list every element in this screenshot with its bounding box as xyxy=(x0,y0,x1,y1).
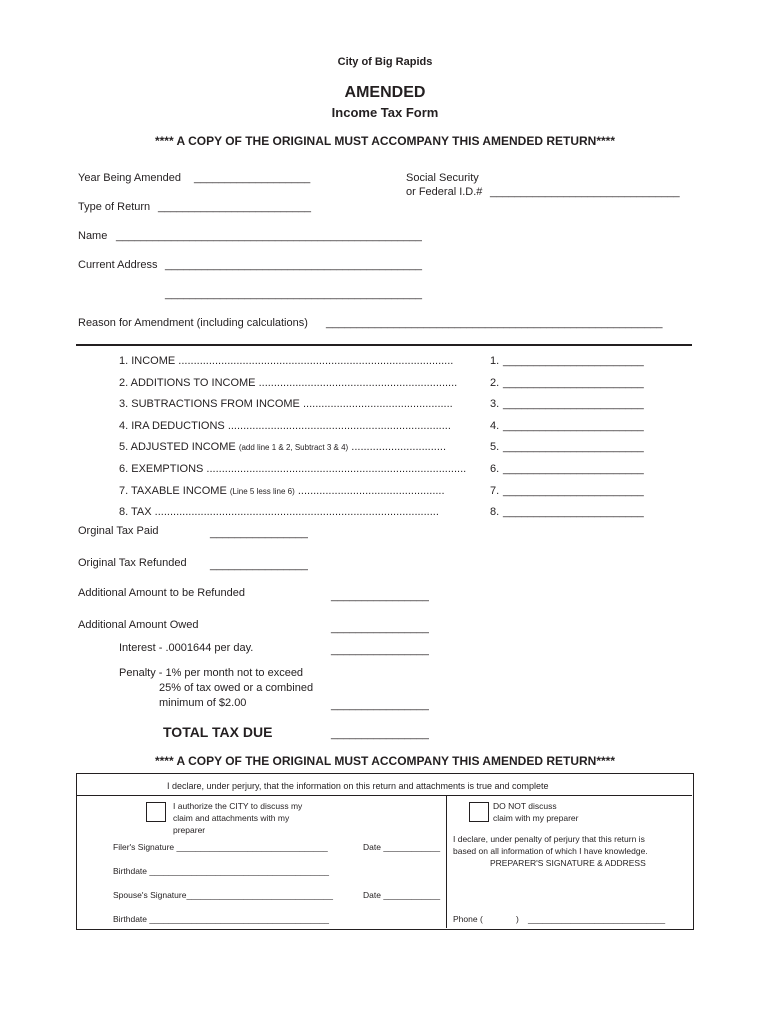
do-not-discuss-checkbox[interactable] xyxy=(469,802,489,822)
income-line-note: (Line 5 less line 6) xyxy=(229,487,295,496)
ssn-label-1: Social Security xyxy=(406,172,479,184)
declaration-column-divider xyxy=(446,796,447,928)
preparer-declaration-1: I declare, under penalty of perjury that this return is xyxy=(453,834,645,844)
authorize-checkbox[interactable] xyxy=(146,802,166,822)
income-line-label: 2. ADDITIONS TO INCOME xyxy=(119,377,256,389)
form-title: Income Tax Form xyxy=(331,105,439,120)
income-line-amount-field[interactable]: _______________________ xyxy=(503,355,644,367)
income-line-amount-field[interactable]: _______________________ xyxy=(503,377,644,389)
copy-notice-top: **** A COPY OF THE ORIGINAL MUST ACCOMPANY THIS AMENDED RETURN**** xyxy=(154,134,616,148)
income-line-amount-field[interactable]: _______________________ xyxy=(503,398,644,410)
income-line-number: 7. xyxy=(490,485,500,497)
income-line-1 xyxy=(119,355,477,367)
phone-area-close: ) xyxy=(516,914,519,924)
type-of-return-field[interactable]: _________________________ xyxy=(158,201,311,213)
penalty-label-1: Penalty - 1% per month not to exceed xyxy=(119,667,304,679)
original-tax-refunded-label: Original Tax Refunded xyxy=(78,557,187,569)
perjury-statement: I declare, under perjury, that the information on this return and attachments is true and complete xyxy=(167,781,549,791)
interest-label: Interest - .0001644 per day. xyxy=(119,642,254,654)
ssn-label-2: or Federal I.D.# xyxy=(406,186,483,198)
additional-owed-field[interactable]: ________________ xyxy=(331,622,429,634)
filer-signature-field[interactable]: Filer's Signature ________________________________ xyxy=(113,842,328,852)
income-line-number: 8. xyxy=(490,506,500,518)
income-line-7 xyxy=(119,485,477,497)
income-line-leader-dots: ................................................ xyxy=(297,485,445,497)
reason-field[interactable]: _______________________________________________________ xyxy=(326,317,663,329)
original-tax-paid-label: Orginal Tax Paid xyxy=(78,525,159,537)
address-field-2[interactable]: __________________________________________ xyxy=(165,288,422,300)
penalty-label-3: minimum of $2.00 xyxy=(159,697,247,709)
filer-birthdate-field[interactable]: Birthdate ______________________________________ xyxy=(113,866,330,876)
income-line-number: 3. xyxy=(490,398,500,410)
income-line-amount-field[interactable]: _______________________ xyxy=(503,463,644,475)
income-line-amount-field[interactable]: _______________________ xyxy=(503,441,644,453)
income-line-label: 4. IRA DEDUCTIONS xyxy=(119,420,225,432)
income-line-leader-dots: ......................................................................... xyxy=(227,420,451,432)
name-label: Name xyxy=(78,230,108,242)
penalty-field[interactable]: ________________ xyxy=(331,699,429,711)
income-line-number: 2. xyxy=(490,377,500,389)
penalty-label-2: 25% of tax owed or a combined xyxy=(159,682,314,694)
city-name: City of Big Rapids xyxy=(337,56,433,68)
income-line-label: 6. EXEMPTIONS xyxy=(119,463,204,475)
additional-refund-label: Additional Amount to be Refunded xyxy=(78,587,245,599)
do-not-discuss-label-1: DO NOT discuss xyxy=(493,801,557,811)
preparer-signature-label: PREPARER'S SIGNATURE & ADDRESS xyxy=(490,858,646,868)
phone-label: Phone ( xyxy=(453,914,483,924)
income-line-label: 5. ADJUSTED INCOME xyxy=(119,441,236,453)
filer-date-field[interactable]: Date ____________ xyxy=(363,842,441,852)
income-line-leader-dots: ................................................. xyxy=(302,398,453,410)
income-line-label: 8. TAX xyxy=(119,506,152,518)
spouse-date-field[interactable]: Date ____________ xyxy=(363,890,441,900)
spouse-birthdate-field[interactable]: Birthdate ______________________________________ xyxy=(113,914,330,924)
income-line-number: 4. xyxy=(490,420,500,432)
original-tax-paid-field[interactable]: ________________ xyxy=(210,527,308,539)
authorize-label-3: preparer xyxy=(173,825,206,835)
income-line-amount-field[interactable]: _______________________ xyxy=(503,420,644,432)
income-line-label: 7. TAXABLE INCOME xyxy=(119,485,227,497)
total-tax-due-label: TOTAL TAX DUE xyxy=(163,724,273,740)
total-tax-due-field[interactable]: ________________ xyxy=(331,728,429,740)
additional-owed-label: Additional Amount Owed xyxy=(78,619,199,631)
interest-field[interactable]: ________________ xyxy=(331,644,429,656)
income-line-leader-dots: ..................................................................................... xyxy=(206,463,467,475)
year-field[interactable]: ___________________ xyxy=(194,172,311,184)
original-tax-refunded-field[interactable]: ________________ xyxy=(210,559,308,571)
address-field[interactable]: __________________________________________ xyxy=(165,259,422,271)
income-line-leader-dots: .......................................................................................... xyxy=(178,355,454,367)
income-line-4 xyxy=(119,420,477,432)
type-of-return-label: Type of Return xyxy=(78,201,151,213)
income-line-number: 1. xyxy=(490,355,500,367)
income-line-amount-field[interactable]: _______________________ xyxy=(503,506,644,518)
income-line-note: (add line 1 & 2, Subtract 3 & 4) xyxy=(238,443,349,452)
year-label: Year Being Amended xyxy=(78,172,181,184)
additional-refund-field[interactable]: ________________ xyxy=(331,590,429,602)
copy-notice-bottom: **** A COPY OF THE ORIGINAL MUST ACCOMPANY THIS AMENDED RETURN**** xyxy=(154,754,616,768)
reason-label: Reason for Amendment (including calculations) xyxy=(78,317,308,329)
income-line-label: 1. INCOME xyxy=(119,355,176,367)
income-line-number: 6. xyxy=(490,463,500,475)
income-line-6 xyxy=(119,463,477,475)
income-line-leader-dots: ............................... xyxy=(351,441,447,453)
spouse-signature-field[interactable]: Spouse's Signature_______________________________ xyxy=(113,890,333,900)
ssn-field[interactable]: _______________________________ xyxy=(490,186,680,198)
address-label: Current Address xyxy=(78,259,158,271)
do-not-discuss-label-2: claim with my preparer xyxy=(493,813,579,823)
authorize-label-2: claim and attachments with my xyxy=(173,813,290,823)
preparer-declaration-2: based on all information of which I have knowledge. xyxy=(453,846,648,856)
declaration-divider xyxy=(77,795,692,796)
income-line-amount-field[interactable]: _______________________ xyxy=(503,485,644,497)
income-line-2 xyxy=(119,377,477,389)
authorize-label-1: I authorize the CITY to discuss my xyxy=(173,801,303,811)
income-line-8 xyxy=(119,506,477,518)
income-line-label: 3. SUBTRACTIONS FROM INCOME xyxy=(119,398,300,410)
name-field[interactable]: __________________________________________________ xyxy=(116,230,422,242)
income-line-3 xyxy=(119,398,477,410)
phone-field[interactable]: _____________________________ xyxy=(528,914,666,924)
income-line-5 xyxy=(119,441,477,453)
income-line-leader-dots: ................................................................. xyxy=(258,377,458,389)
section-divider xyxy=(76,344,692,346)
form-heading-amended: AMENDED xyxy=(344,84,426,101)
income-line-number: 5. xyxy=(490,441,500,453)
income-line-leader-dots: ............................................................................................. xyxy=(154,506,439,518)
